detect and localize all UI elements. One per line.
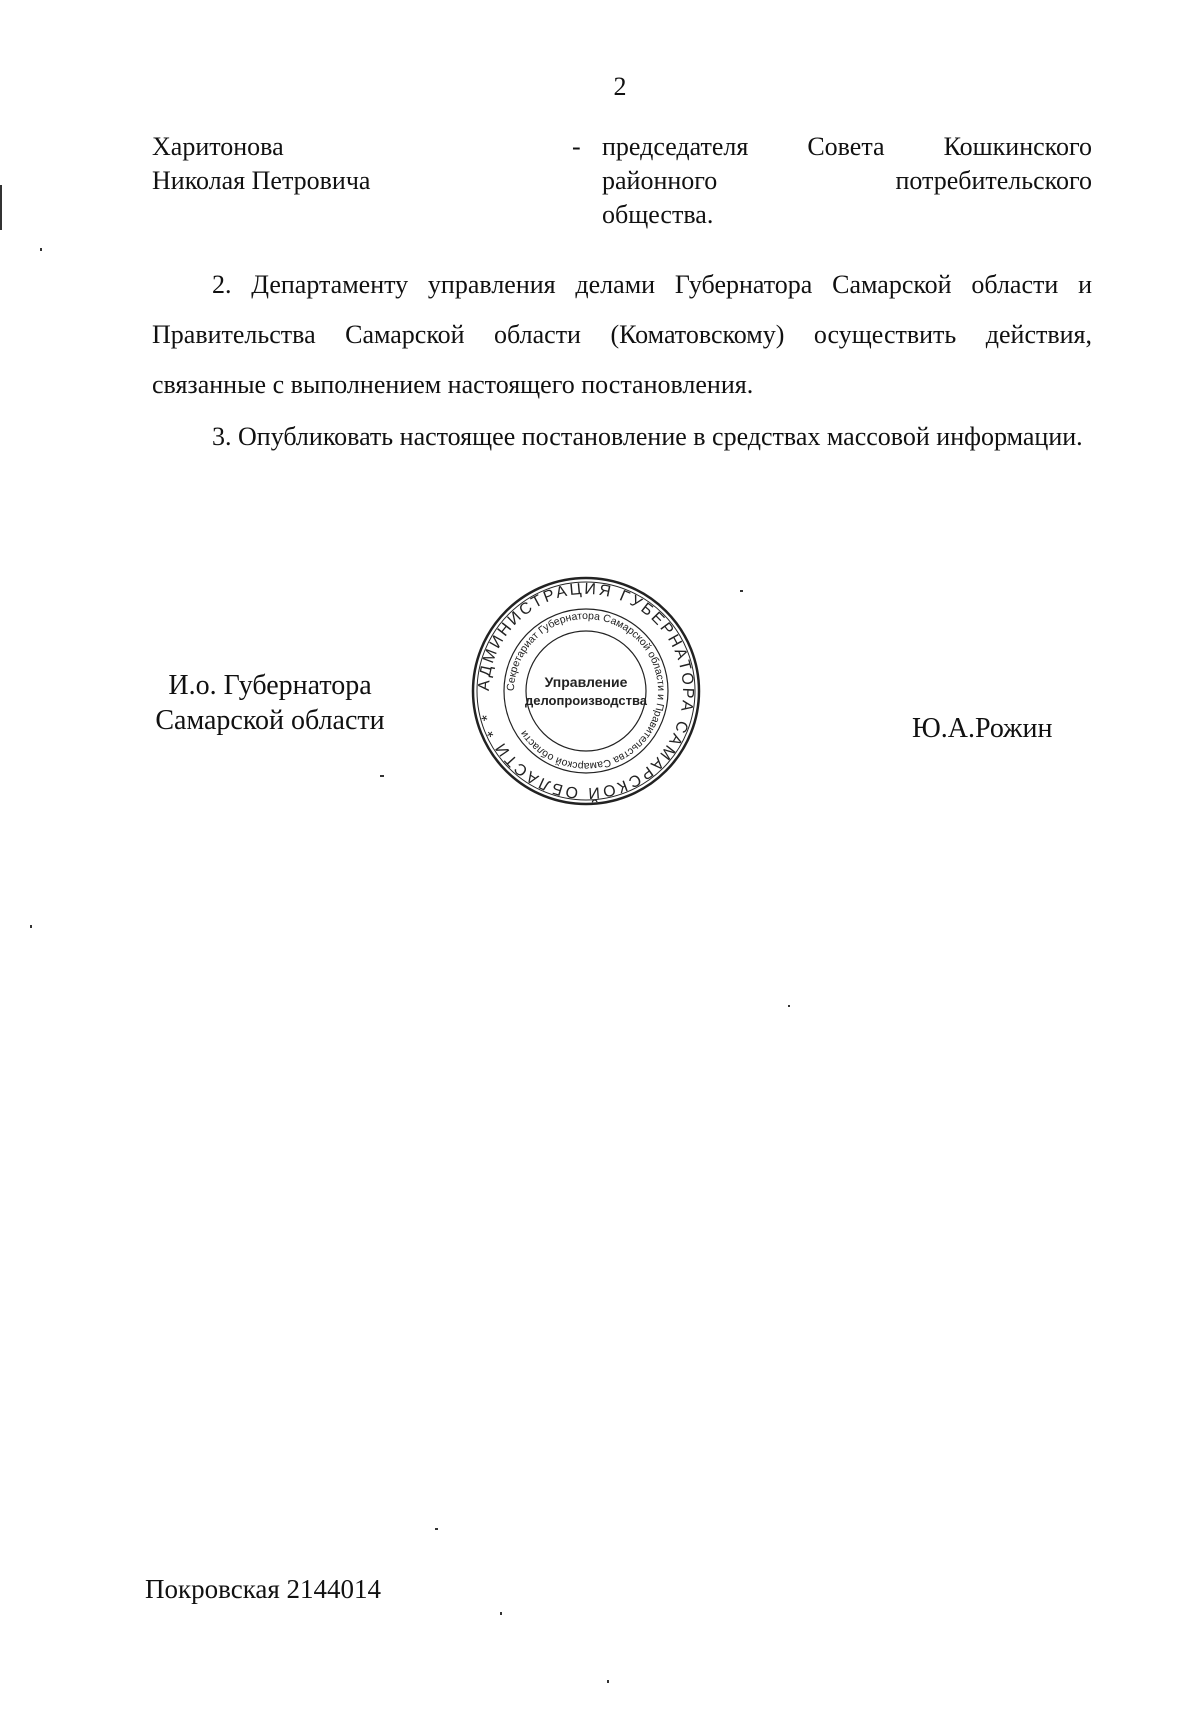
stamp-inner-ring-text: Секретариат Губернатора Самарской области и Правительства Самарской области (504, 609, 668, 773)
stamp-center-line-2: делопроизводства (524, 693, 648, 708)
document-author: Покровская 2144014 (145, 1574, 382, 1604)
appointee-surname: Харитонова (152, 132, 284, 161)
appointee-name (152, 130, 572, 232)
page-number: 2 (613, 72, 627, 101)
svg-text:Секретариат Губернатора Самарс (505, 610, 667, 772)
official-seal-stamp (470, 575, 702, 807)
scan-dust (435, 1528, 438, 1530)
signature-title-line-2: Самарской области (155, 705, 385, 736)
signature-title (150, 668, 390, 738)
position-line-2 (602, 164, 1092, 198)
position-word: председателя (602, 132, 749, 161)
position-word: районного (602, 166, 718, 195)
scan-edge-mark (0, 185, 2, 230)
position-line-1 (602, 130, 1092, 164)
position-word: потребительского (895, 166, 1092, 195)
signature-title-line-1: И.о. Губернатора (168, 670, 372, 701)
paragraph-3: 3. Опубликовать настоящее постановление в средствах массовой информации. (212, 422, 1083, 451)
appointee-block (152, 130, 1092, 232)
scan-dust (500, 1612, 502, 1615)
stamp-center-line-1: Управление (544, 674, 628, 690)
position-word: Совета (807, 132, 885, 161)
scan-dust (607, 1680, 609, 1683)
scan-dust (740, 590, 743, 592)
signatory-name: Ю.А.Рожин (912, 713, 1053, 744)
scan-dust (788, 1005, 790, 1007)
scan-dust (380, 775, 384, 777)
scan-dust (40, 248, 42, 251)
paragraph-2: 2. Департаменту управления делами Губернатора Самарской области и Правительства Самарской области (Коматовскому) осуществить действия, связанные с выполнением настоящего постановления. (152, 270, 1092, 399)
position-line-3: общества. (602, 200, 714, 229)
appointee-position (602, 130, 1092, 232)
appointee-given-name: Николая Петровича (152, 166, 371, 195)
scan-dust (30, 925, 32, 928)
stamp-outer-ring-text: АДМИНИСТРАЦИЯ ГУБЕРНАТОРА САМАРСКОЙ ОБЛАСТИ * * (475, 580, 697, 802)
position-word: Кошкинского (943, 132, 1092, 161)
appointee-dash: - (572, 132, 581, 161)
